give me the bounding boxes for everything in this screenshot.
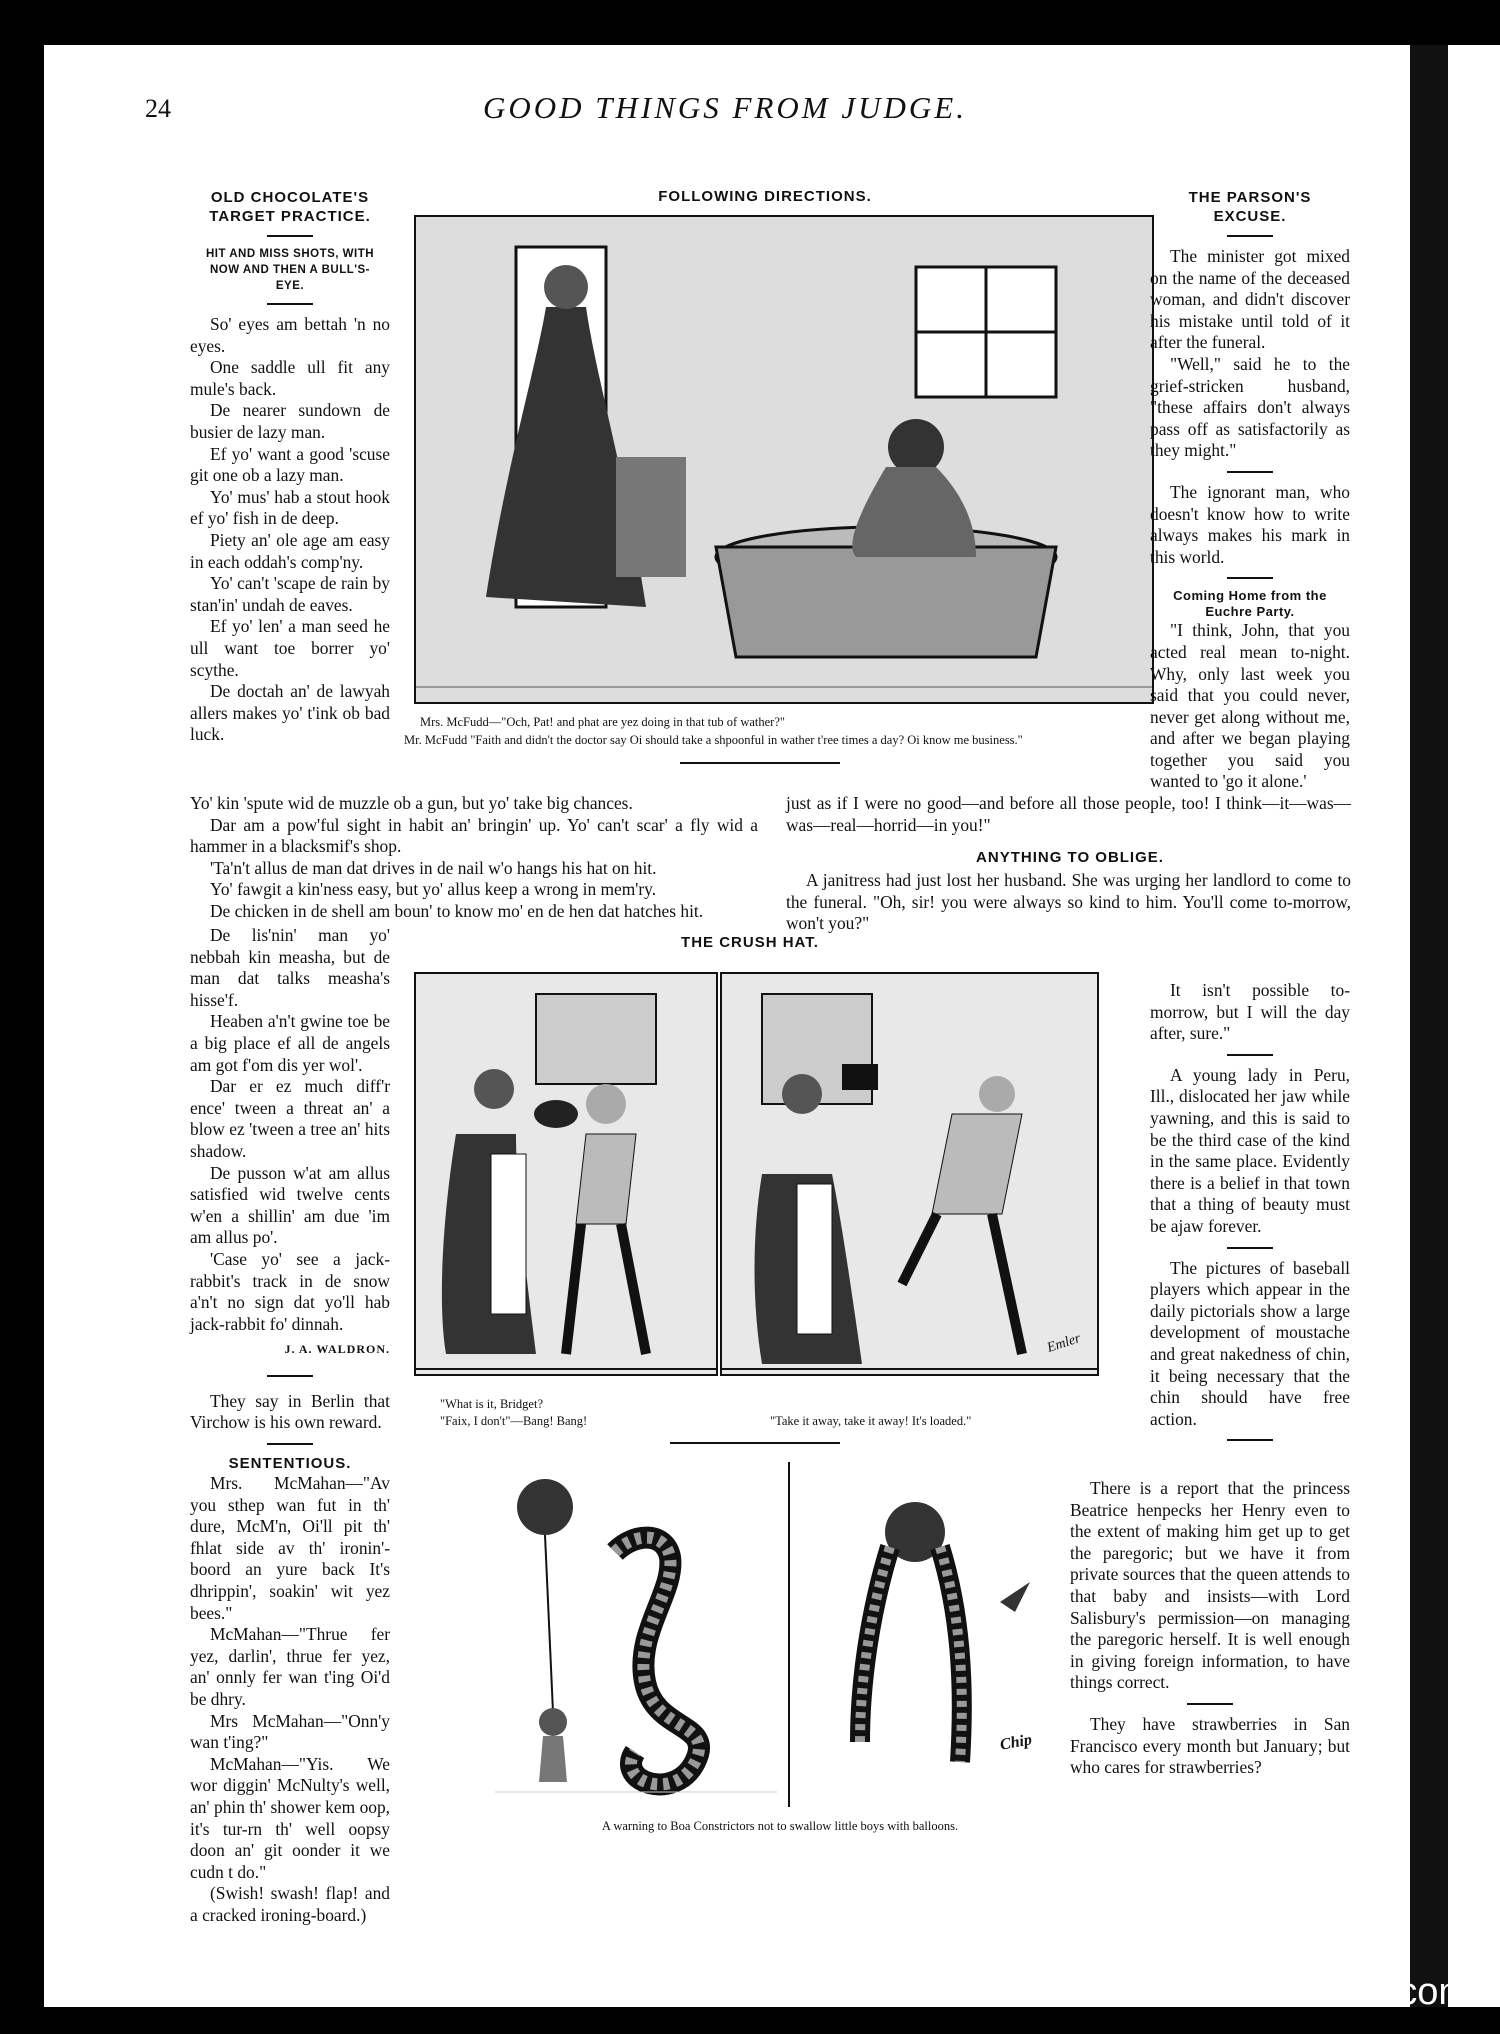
parson-title-2: EXCUSE. [1213,208,1287,225]
divider [1227,1439,1273,1441]
chocolate-subtitle: HIT AND MISS SHOTS, WITH NOW AND THEN A BULL'S-EYE. [205,248,375,292]
euchre-continuation [786,793,1351,836]
anything-para: A janitress had just lost her husband. She was urging her landlord to come to the funeral. "Oh, sir! you were always so kind to him. You'll come to-morrow, won't you?" [786,870,1351,934]
crush-hat-panel-left [414,972,718,1376]
ignorant-joke: The ignorant man, who doesn't know how to write always makes his mark in this world. [1150,481,1350,567]
proverbs-list [190,314,390,746]
divider [1227,1247,1273,1249]
proverb: Dar er ez much diff'r ence' tween a threat an' a blow ez 'tween a tree an' hits shadow. [190,1076,390,1161]
proverb: One saddle ull fit any mule's back. [190,357,390,399]
left-lower [190,925,390,1927]
chocolate-title-1: OLD CHOCOLATE'S [210,189,370,206]
proverb: Ef yo' len' a man seed he ull want toe borrer yo' scythe. [190,616,390,680]
proverb: De doctah an' de lawyah allers makes yo' t'ink ob bad luck. [190,681,390,745]
crush-hat-artist-signature: Emler [1045,1331,1083,1356]
anything-text [786,870,1351,935]
crush-hat-caption-right: "Take it away, take it away! It's loaded." [770,1414,972,1428]
euchre-title: Coming Home from the Euchre Party. [1173,588,1327,620]
anything-title: ANYTHING TO OBLIGE. [976,849,1164,866]
sententious-line: Mrs. McMahan—"Av you sthep wan fut in th' dure, McM'n, Oi'll pit th' fhlat side av th' ironin'-boord an yure back It's dhrippin', soakin' wit yez bees." [190,1473,390,1623]
running-title: GOOD THINGS FROM JUDGE. [482,90,967,125]
tub-scene-drawing [416,217,1152,702]
divider [267,235,313,237]
following-directions-illustration [414,215,1154,704]
proverb: De nearer sundown de busier de lazy man. [190,400,390,442]
anything-text-2 [1150,980,1350,1450]
proverb: 'Case yo' see a jack-rabbit's track in de snow a'n't no sign dat yo'll hab jack-rabbit fo' dinnah. [190,1248,390,1334]
divider [1227,235,1273,237]
proverb: Yo' can't 'scape de rain by stan'in' undah de eaves. [190,573,390,615]
following-directions-caption-2: Mr. McFudd "Faith and didn't the doctor say Oi should take a shpoonful in wather t'ree times a day? Oi know me business." [404,733,1023,747]
crush-hat-caption-left-1: "What is it, Bridget? [440,1397,543,1411]
page-gutter [1410,45,1448,2007]
left-span [190,793,758,923]
next-page-edge [1448,45,1500,2007]
divider [670,1442,840,1444]
sententious-line: McMahan—"Yis. We wor diggin' McNulty's well, an' phin th' shower kem oop, it's tur-rn th' well oopsy doon an' git oonder it we cudn t do." [190,1753,390,1882]
sententious-line: (Swish! swash! flap! and a cracked ironing-board.) [190,1883,390,1925]
euchre-cont-text: just as if I were no good—and before all those people, too! I think—it—was—was—real—horrid—in you!" [786,793,1351,835]
signature: J. A. WALDRON. [284,1342,390,1357]
left-column [190,188,390,746]
peru-joke: A young lady in Peru, Ill., dislocated her jaw while yawning, and this is said to be the third case of the kind in the same place. Evidently there is a belief in that town that a thing of beauty must be ajaw forever. [1150,1064,1350,1236]
strawberries-joke: They have strawberries in San Francisco every month but January; but who cares for strawberries? [1070,1713,1350,1778]
baseball-joke: The pictures of baseball players which appear in the daily pictorials show a large development of moustache and great nakedness of chin, it being necessary that the chin should have free action. [1150,1257,1350,1429]
proverb: Piety an' ole age am easy in each oddah's comp'ny. [190,529,390,572]
proverb: Heaben a'n't gwine toe be a big place ef all de angels am got f'om dis yer wol'. [190,1011,390,1075]
crush-hat-left-drawing [416,974,716,1374]
boa-panel-right [800,1462,1060,1814]
beatrice-column [1070,1478,1350,1779]
proverb: De lis'nin' man yo' nebbah kin measha, but de man dat talks measha's hisse'f. [190,925,390,1010]
sententious-dialogue [190,1473,390,1926]
anything-para-2: It isn't possible to-morrow, but I will the day after, sure." [1150,980,1350,1044]
proverb-span: Yo' fawgit a kin'ness easy, but yo' allus keep a wrong in mem'ry. [210,879,657,900]
proverb-span: 'Ta'n't allus de man dat drives in de nail w'o hangs his hat on hit. [210,857,657,878]
proverb: De pusson w'at am allus satisfied wid twelve cents w'en a shillin' am due 'im am allus po'. [190,1162,390,1248]
boa-caption: A warning to Boa Constrictors not to swallow little boys with balloons. [601,1819,959,1833]
boa-left-drawing [495,1462,777,1814]
crush-hat-title: THE CRUSH HAT. [681,934,819,951]
divider [267,303,313,305]
page-number: 24 [145,94,171,123]
beatrice-joke: There is a report that the princess Beatrice henpecks her Henry even to the extent of making him get up to get the paregoric; but we have it from private sources that the queen attends to that baby and insists—with Lord Salisbury's permission—on managing the paregoric herself. It is well enough in giving foreign information, to have things correct. [1070,1478,1350,1693]
proverb-span: Dar am a pow'ful sight in habit an' bringin' up. Yo' can't scar' a fly wid a hammer in a blacksmif's shop. [190,814,758,857]
crush-hat-right-drawing [722,974,1097,1374]
sententious-line: Mrs McMahan—"Onn'y wan t'ing?" [190,1710,390,1753]
euchre-text: "I think, John, that you acted real mean to-night. Why, only last week you said that you could never, never get along without me, and after we began playing together you said you wanted to 'go it alone.' [1150,620,1350,792]
boa-panel-left [495,1462,777,1814]
crush-hat-caption-left-2: "Faix, I don't"—Bang! Bang! [440,1414,588,1428]
proverb-span: De chicken in de shell am boun' to know mo' en de hen dat hatches hit. [210,900,704,921]
sententious-title: SENTENTIOUS. [228,1455,352,1473]
sententious-line: McMahan—"Thrue fer yez, darlin', thrue fer yez, an' onnly fer wan t'ing Oi'd be dhry. [190,1624,390,1709]
proverb: Yo' mus' hab a stout hook ef yo' fish in de deep. [190,486,390,529]
boa-right-drawing [800,1462,1060,1814]
berlin-joke: They say in Berlin that Virchow is his own reward. [190,1390,390,1433]
crush-hat-panel-right [720,972,1099,1376]
proverb: So' eyes am bettah 'n no eyes. [190,314,390,356]
divider [267,1443,313,1445]
following-directions-caption-1: Mrs. McFudd—"Och, Pat! and phat are yez doing in that tub of wather?" [420,715,785,729]
boa-artist-signature: Chip [998,1731,1034,1754]
divider [1227,577,1273,579]
divider [1227,1054,1273,1056]
divider [680,762,840,764]
right-column [1150,188,1350,793]
boa-divider [788,1462,790,1807]
proverb: Ef yo' want a good 'scuse git one ob a lazy man. [190,443,390,486]
divider [1227,471,1273,473]
following-directions-title: FOLLOWING DIRECTIONS. [658,188,872,205]
parson-title-1: THE PARSON'S [1188,189,1312,206]
parson-para: The minister got mixed on the name of the deceased woman, and didn't discover his mistake until told of it after the funeral. [1150,246,1350,353]
chocolate-title-2: TARGET PRACTICE. [209,208,371,225]
site-watermark: comicbooks.com [1187,1971,1470,2013]
parson-para: "Well," said he to the grief-stricken husband, "these affairs don't always pass off as satisfactorily as they might." [1150,353,1350,461]
proverb-span: Yo' kin 'spute wid de muzzle ob a gun, but yo' take big chances. [190,793,633,813]
divider [1187,1703,1233,1705]
divider [267,1375,313,1377]
